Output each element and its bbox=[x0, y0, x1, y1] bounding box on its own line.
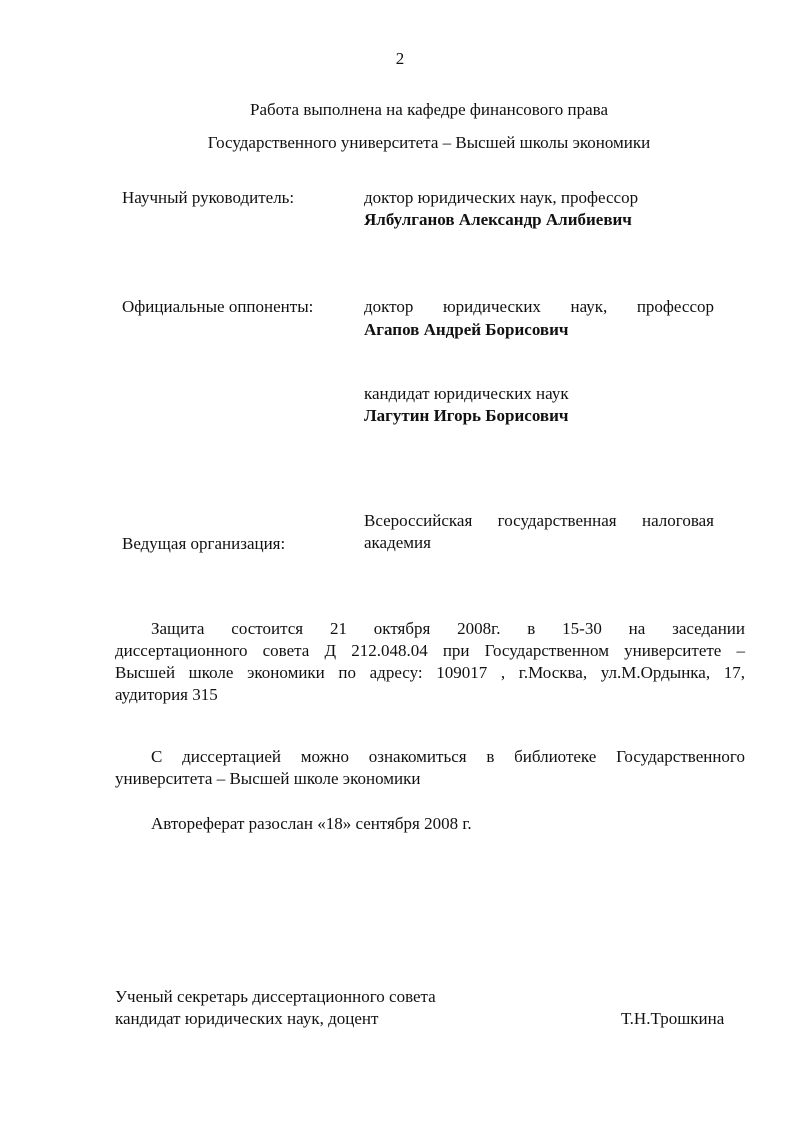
page-number: 2 bbox=[395, 49, 405, 68]
sent-date: Автореферат разослан «18» сентября 2008 г. bbox=[151, 814, 472, 833]
opponent-2-degree: кандидат юридических наук bbox=[364, 384, 569, 403]
defense-line-3: Высшей школе экономики по адресу: 109017 , г.Москва, ул.М.Ордынка, 17, bbox=[115, 663, 745, 682]
library-paragraph bbox=[115, 746, 745, 790]
defense-paragraph bbox=[115, 618, 745, 706]
defense-line-1: Защита состоится 21 октября 2008г. в 15-30 на заседании bbox=[151, 619, 745, 638]
secretary-line-2: кандидат юридических наук, доцент bbox=[115, 1009, 379, 1028]
header-line-1: Работа выполнена на кафедре финансового права bbox=[249, 100, 609, 119]
opponents-label: Официальные оппоненты: bbox=[122, 297, 314, 316]
leading-org-label: Ведущая организация: bbox=[122, 534, 286, 553]
opponent-1-degree: доктор юридических наук, профессор bbox=[364, 297, 714, 316]
supervisor-label: Научный руководитель: bbox=[122, 188, 295, 207]
leading-org-line-1: Всероссийская государственная налоговая bbox=[364, 511, 714, 530]
leading-org-line-2: академия bbox=[364, 533, 431, 552]
supervisor-name: Ялбулганов Александр Алибиевич bbox=[364, 210, 632, 229]
library-line-2: университета – Высшей школе экономики bbox=[115, 769, 421, 788]
defense-line-2: диссертационного совета Д 212.048.04 при Государственном университете – bbox=[115, 641, 745, 660]
opponent-1-name: Агапов Андрей Борисович bbox=[364, 320, 569, 339]
header-line-2: Государственного университета – Высшей школы экономики bbox=[207, 133, 651, 152]
defense-line-4: аудитория 315 bbox=[115, 685, 218, 704]
supervisor-degree: доктор юридических наук, профессор bbox=[364, 188, 639, 207]
secretary-line-1: Ученый секретарь диссертационного совета bbox=[115, 987, 436, 1006]
secretary-name: Т.Н.Трошкина bbox=[621, 1009, 725, 1028]
opponent-2-name: Лагутин Игорь Борисович bbox=[364, 406, 569, 425]
library-line-1: С диссертацией можно ознакомиться в библиотеке Государственного bbox=[151, 747, 745, 766]
